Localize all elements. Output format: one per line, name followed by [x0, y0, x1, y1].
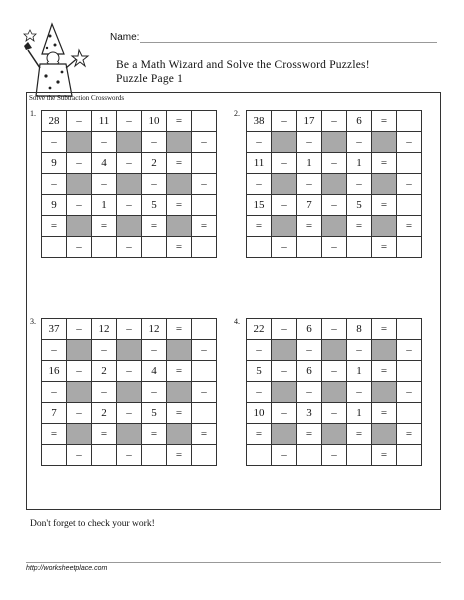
- puzzle-number-3: 3.: [30, 317, 36, 326]
- grid-cell: –: [347, 382, 372, 403]
- grid-cell: =: [92, 216, 117, 237]
- shaded-cell: [117, 340, 142, 361]
- shaded-cell: [272, 340, 297, 361]
- shaded-cell: [322, 216, 347, 237]
- grid-cell: 2: [92, 361, 117, 382]
- grid-row: [247, 403, 422, 424]
- grid-row: [247, 216, 422, 237]
- grid-cell: 1: [297, 153, 322, 174]
- grid-cell: 3: [297, 403, 322, 424]
- grid-row: [42, 340, 217, 361]
- grid-cell: 11: [92, 111, 117, 132]
- puzzle-number-2: 2.: [234, 109, 240, 118]
- answer-cell[interactable]: [192, 361, 217, 382]
- grid-row: [247, 174, 422, 195]
- grid-cell: 10: [247, 403, 272, 424]
- grid-cell: –: [322, 111, 347, 132]
- shaded-cell: [167, 174, 192, 195]
- title-line-2: Puzzle Page 1: [116, 73, 184, 86]
- grid-cell: =: [347, 216, 372, 237]
- grid-cell: 7: [42, 403, 67, 424]
- grid-cell: 9: [42, 195, 67, 216]
- grid-cell: –: [397, 132, 422, 153]
- grid-cell: =: [247, 424, 272, 445]
- grid-cell: 5: [347, 195, 372, 216]
- grid-cell: –: [397, 174, 422, 195]
- grid-cell: =: [167, 195, 192, 216]
- shaded-cell: [272, 132, 297, 153]
- grid-cell: –: [67, 403, 92, 424]
- grid-cell: –: [272, 195, 297, 216]
- grid-row: [42, 111, 217, 132]
- answer-cell[interactable]: [247, 237, 272, 258]
- grid-cell: –: [192, 340, 217, 361]
- grid-cell: –: [92, 382, 117, 403]
- answer-cell[interactable]: [192, 237, 217, 258]
- grid-cell: –: [297, 340, 322, 361]
- answer-cell[interactable]: [192, 111, 217, 132]
- shaded-cell: [117, 174, 142, 195]
- grid-cell: –: [322, 237, 347, 258]
- grid-cell: 7: [297, 195, 322, 216]
- grid-cell: –: [247, 340, 272, 361]
- grid-cell: =: [92, 424, 117, 445]
- grid-cell: 9: [42, 153, 67, 174]
- shaded-cell: [167, 424, 192, 445]
- grid-cell: =: [247, 216, 272, 237]
- answer-cell[interactable]: [397, 195, 422, 216]
- grid-cell: –: [272, 319, 297, 340]
- grid-cell: 4: [92, 153, 117, 174]
- shaded-cell: [322, 340, 347, 361]
- grid-cell: 10: [142, 111, 167, 132]
- shaded-cell: [272, 382, 297, 403]
- grid-cell: –: [247, 382, 272, 403]
- grid-cell: =: [347, 424, 372, 445]
- answer-cell[interactable]: [142, 237, 167, 258]
- grid-cell: –: [117, 153, 142, 174]
- puzzle-section: [26, 92, 441, 510]
- grid-cell: –: [347, 174, 372, 195]
- shaded-cell: [372, 424, 397, 445]
- footer-reminder: Don't forget to check your work!: [30, 519, 155, 529]
- grid-cell: –: [322, 319, 347, 340]
- name-label: Name:: [110, 32, 140, 43]
- grid-row: [42, 153, 217, 174]
- grid-row: [247, 153, 422, 174]
- grid-cell: –: [397, 340, 422, 361]
- grid-cell: =: [372, 403, 397, 424]
- grid-cell: –: [347, 340, 372, 361]
- shaded-cell: [322, 132, 347, 153]
- footer-divider: [26, 562, 441, 563]
- answer-cell[interactable]: [192, 403, 217, 424]
- shaded-cell: [67, 132, 92, 153]
- grid-cell: 1: [347, 361, 372, 382]
- grid-cell: –: [192, 132, 217, 153]
- grid-cell: =: [167, 445, 192, 466]
- grid-cell: =: [372, 445, 397, 466]
- grid-cell: –: [142, 132, 167, 153]
- grid-cell: –: [322, 195, 347, 216]
- grid-cell: –: [117, 195, 142, 216]
- grid-cell: –: [117, 361, 142, 382]
- grid-cell: =: [372, 237, 397, 258]
- grid-cell: –: [322, 403, 347, 424]
- grid-cell: =: [42, 216, 67, 237]
- answer-cell[interactable]: [192, 195, 217, 216]
- shaded-cell: [67, 424, 92, 445]
- grid-cell: –: [247, 132, 272, 153]
- grid-cell: –: [192, 382, 217, 403]
- answer-cell[interactable]: [142, 445, 167, 466]
- grid-cell: 12: [92, 319, 117, 340]
- grid-row: [247, 382, 422, 403]
- grid-cell: 5: [247, 361, 272, 382]
- answer-cell[interactable]: [192, 445, 217, 466]
- grid-cell: –: [322, 153, 347, 174]
- puzzle-number-4: 4.: [234, 317, 240, 326]
- grid-row: [42, 424, 217, 445]
- grid-cell: 2: [142, 153, 167, 174]
- grid-row: [42, 132, 217, 153]
- grid-cell: –: [42, 132, 67, 153]
- grid-row: [42, 195, 217, 216]
- grid-row: [247, 445, 422, 466]
- answer-cell[interactable]: [397, 403, 422, 424]
- grid-cell: –: [42, 382, 67, 403]
- answer-cell[interactable]: [297, 237, 322, 258]
- grid-row: [247, 319, 422, 340]
- grid-cell: =: [297, 424, 322, 445]
- answer-cell[interactable]: [42, 237, 67, 258]
- crossword-grid-3: [41, 318, 217, 466]
- grid-row: [247, 237, 422, 258]
- grid-cell: =: [167, 361, 192, 382]
- shaded-cell: [167, 216, 192, 237]
- answer-cell[interactable]: [297, 445, 322, 466]
- grid-cell: –: [117, 403, 142, 424]
- grid-cell: –: [117, 237, 142, 258]
- grid-cell: 1: [347, 403, 372, 424]
- grid-cell: 6: [297, 361, 322, 382]
- grid-cell: 15: [247, 195, 272, 216]
- grid-cell: –: [67, 237, 92, 258]
- grid-row: [42, 403, 217, 424]
- shaded-cell: [272, 216, 297, 237]
- answer-cell[interactable]: [397, 111, 422, 132]
- grid-cell: =: [372, 111, 397, 132]
- grid-cell: –: [92, 132, 117, 153]
- grid-cell: =: [192, 216, 217, 237]
- shaded-cell: [372, 132, 397, 153]
- grid-cell: –: [67, 153, 92, 174]
- grid-row: [42, 319, 217, 340]
- grid-cell: –: [92, 174, 117, 195]
- grid-cell: =: [372, 361, 397, 382]
- answer-cell[interactable]: [92, 237, 117, 258]
- shaded-cell: [372, 174, 397, 195]
- grid-cell: =: [397, 216, 422, 237]
- grid-cell: –: [117, 111, 142, 132]
- crossword-grid-4: [246, 318, 422, 466]
- grid-cell: =: [42, 424, 67, 445]
- grid-cell: –: [67, 361, 92, 382]
- shaded-cell: [272, 424, 297, 445]
- grid-cell: –: [322, 445, 347, 466]
- grid-cell: –: [397, 382, 422, 403]
- grid-cell: 12: [142, 319, 167, 340]
- grid-cell: –: [142, 340, 167, 361]
- grid-cell: –: [247, 174, 272, 195]
- answer-cell[interactable]: [192, 153, 217, 174]
- grid-row: [42, 382, 217, 403]
- shaded-cell: [117, 216, 142, 237]
- shaded-cell: [117, 382, 142, 403]
- grid-cell: =: [167, 237, 192, 258]
- grid-cell: –: [272, 403, 297, 424]
- grid-cell: –: [272, 237, 297, 258]
- grid-row: [247, 340, 422, 361]
- grid-cell: =: [142, 216, 167, 237]
- grid-cell: 4: [142, 361, 167, 382]
- grid-row: [247, 111, 422, 132]
- grid-row: [42, 237, 217, 258]
- puzzle-number-1: 1.: [30, 109, 36, 118]
- answer-cell[interactable]: [42, 445, 67, 466]
- shaded-cell: [322, 174, 347, 195]
- grid-cell: 11: [247, 153, 272, 174]
- grid-cell: 38: [247, 111, 272, 132]
- grid-cell: –: [272, 361, 297, 382]
- grid-row: [42, 216, 217, 237]
- shaded-cell: [67, 174, 92, 195]
- shaded-cell: [322, 382, 347, 403]
- shaded-cell: [167, 382, 192, 403]
- name-line[interactable]: [140, 42, 437, 43]
- grid-cell: 22: [247, 319, 272, 340]
- crossword-grid-2: [246, 110, 422, 258]
- shaded-cell: [167, 132, 192, 153]
- shaded-cell: [117, 132, 142, 153]
- grid-row: [247, 361, 422, 382]
- grid-cell: –: [42, 340, 67, 361]
- answer-cell[interactable]: [397, 153, 422, 174]
- grid-cell: 1: [347, 153, 372, 174]
- grid-cell: 1: [92, 195, 117, 216]
- answer-cell[interactable]: [397, 319, 422, 340]
- grid-cell: 28: [42, 111, 67, 132]
- grid-cell: –: [272, 445, 297, 466]
- answer-cell[interactable]: [192, 319, 217, 340]
- grid-cell: –: [297, 132, 322, 153]
- worksheet-title: [116, 58, 370, 87]
- grid-cell: =: [372, 319, 397, 340]
- answer-cell[interactable]: [347, 445, 372, 466]
- grid-cell: –: [272, 111, 297, 132]
- grid-cell: –: [42, 174, 67, 195]
- grid-row: [247, 424, 422, 445]
- shaded-cell: [372, 340, 397, 361]
- grid-cell: =: [372, 153, 397, 174]
- grid-cell: =: [167, 111, 192, 132]
- crossword-grid-1: [41, 110, 217, 258]
- answer-cell[interactable]: [92, 445, 117, 466]
- grid-cell: 17: [297, 111, 322, 132]
- grid-row: [42, 361, 217, 382]
- grid-row: [247, 195, 422, 216]
- shaded-cell: [67, 340, 92, 361]
- grid-row: [42, 174, 217, 195]
- grid-cell: =: [167, 403, 192, 424]
- grid-cell: –: [297, 174, 322, 195]
- title-line-1: Be a Math Wizard and Solve the Crossword Puzzles!: [116, 59, 370, 71]
- grid-cell: 8: [347, 319, 372, 340]
- shaded-cell: [322, 424, 347, 445]
- grid-cell: –: [192, 174, 217, 195]
- shaded-cell: [372, 382, 397, 403]
- grid-cell: –: [67, 319, 92, 340]
- shaded-cell: [372, 216, 397, 237]
- grid-cell: =: [142, 424, 167, 445]
- grid-cell: –: [347, 132, 372, 153]
- answer-cell[interactable]: [347, 237, 372, 258]
- grid-cell: –: [142, 174, 167, 195]
- grid-cell: –: [272, 153, 297, 174]
- shaded-cell: [67, 216, 92, 237]
- grid-cell: =: [372, 195, 397, 216]
- grid-row: [42, 445, 217, 466]
- grid-cell: =: [167, 153, 192, 174]
- grid-cell: –: [142, 382, 167, 403]
- grid-cell: 6: [347, 111, 372, 132]
- grid-cell: 37: [42, 319, 67, 340]
- grid-cell: =: [167, 319, 192, 340]
- grid-cell: –: [322, 361, 347, 382]
- grid-cell: –: [92, 340, 117, 361]
- grid-cell: =: [297, 216, 322, 237]
- grid-cell: =: [397, 424, 422, 445]
- shaded-cell: [67, 382, 92, 403]
- grid-cell: –: [67, 195, 92, 216]
- section-caption: Solve the Subtraction Crosswords: [29, 94, 125, 102]
- grid-cell: 5: [142, 403, 167, 424]
- grid-row: [247, 132, 422, 153]
- grid-cell: –: [67, 111, 92, 132]
- grid-cell: 16: [42, 361, 67, 382]
- grid-cell: =: [192, 424, 217, 445]
- grid-cell: –: [67, 445, 92, 466]
- grid-cell: –: [297, 382, 322, 403]
- grid-cell: –: [117, 319, 142, 340]
- answer-cell[interactable]: [247, 445, 272, 466]
- shaded-cell: [167, 340, 192, 361]
- grid-cell: 5: [142, 195, 167, 216]
- grid-cell: –: [117, 445, 142, 466]
- grid-cell: 6: [297, 319, 322, 340]
- grid-cell: 2: [92, 403, 117, 424]
- shaded-cell: [272, 174, 297, 195]
- wizard-illustration: [22, 20, 92, 100]
- answer-cell[interactable]: [397, 445, 422, 466]
- answer-cell[interactable]: [397, 237, 422, 258]
- source-url: http://worksheetplace.com: [26, 565, 108, 572]
- shaded-cell: [117, 424, 142, 445]
- answer-cell[interactable]: [397, 361, 422, 382]
